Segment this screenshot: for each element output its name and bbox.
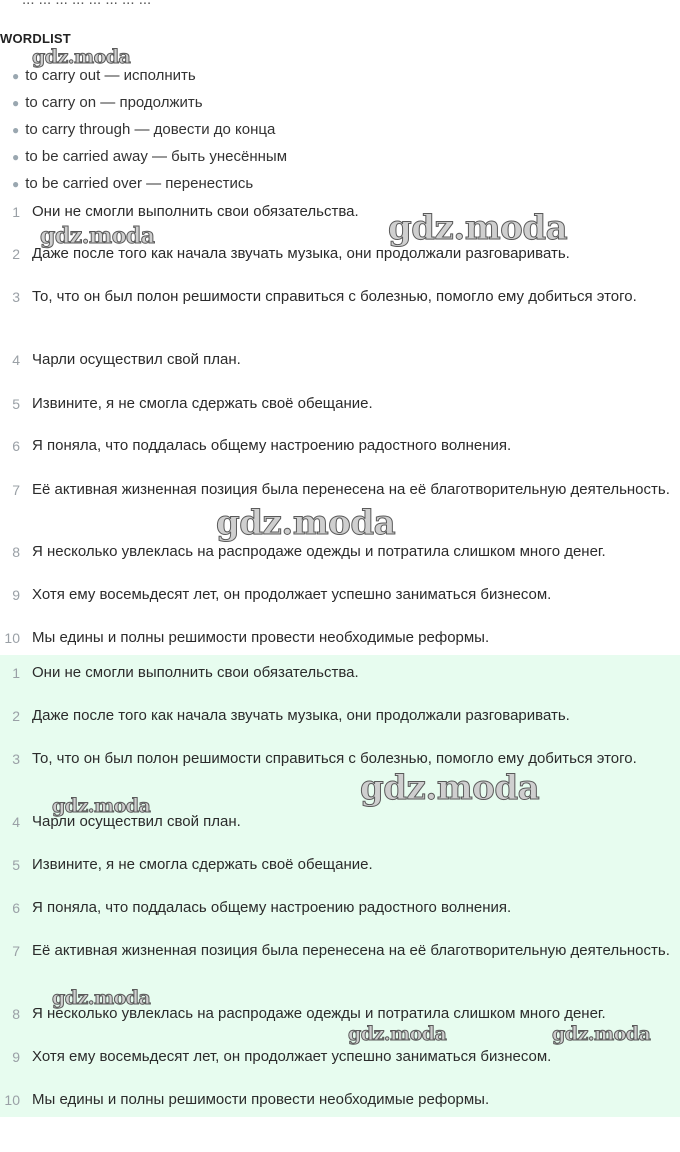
item-text: Чарли осуществил свой план. [32,813,241,830]
item-number: 10 [4,630,20,646]
bullet-icon: ● [12,177,20,191]
watermark: gdz.moda [40,223,155,249]
top-partial-text [0,0,680,5]
item-text: Я поняла, что поддалась общему настроению радостного волнения. [32,899,512,916]
item-number: 4 [12,814,20,830]
item-number: 1 [12,665,20,681]
item-number: 6 [12,438,20,454]
item-number: 8 [12,544,20,560]
wordlist-item [12,94,203,111]
wordlist-item-text: to be carried over — перенестись [25,175,254,192]
watermark: gdz.moda [360,768,540,808]
item-text: Они не смогли выполнить свои обязательства. [32,664,359,681]
item-text: Мы едины и полны решимости провести необходимые реформы. [32,629,490,646]
item-text: Её активная жизненная позиция была перенесена на её благотворительную деятельность. [32,942,670,959]
item-text: Извините, я не смогла сдержать своё обещание. [32,856,373,873]
item-number: 6 [12,900,20,916]
bullet-icon: ● [12,69,20,83]
item-number: 7 [12,482,20,498]
item-text: Чарли осуществил свой план. [32,351,241,368]
item-number: 7 [12,943,20,959]
item-number: 5 [12,396,20,412]
item-number: 4 [12,352,20,368]
item-text: Хотя ему восемьдесят лет, он продолжает успешно заниматься бизнесом. [32,1048,552,1065]
item-text: Я несколько увлеклась на распродаже одежды и потратила слишком много денег. [32,1005,606,1022]
watermark: gdz.moda [348,1023,447,1045]
item-number: 9 [12,1049,20,1065]
wordlist-item-text: to carry on — продолжить [25,94,203,111]
item-text: Извините, я не смогла сдержать своё обещание. [32,395,373,412]
item-text: Мы едины и полны решимости провести необходимые реформы. [32,1091,490,1108]
item-text: То, что он был полон решимости справиться с болезнью, помогло ему добиться этого. [32,750,637,767]
item-number: 3 [12,289,20,305]
wordlist-item [12,175,253,192]
wordlist-item-text: to be carried away — быть унесённым [25,148,288,165]
item-text: Её активная жизненная позиция была перенесена на её благотворительную деятельность. [32,481,670,498]
wordlist-item [12,67,196,84]
item-text: Даже после того как начала звучать музыка, они продолжали разговаривать. [32,707,570,724]
item-number: 1 [12,204,20,220]
wordlist-item [12,148,287,165]
watermark: gdz.moda [32,46,131,68]
item-number: 2 [12,708,20,724]
watermark: gdz.moda [216,503,396,543]
watermark: gdz.moda [552,1023,651,1045]
item-number: 2 [12,246,20,262]
wordlist-item [12,121,275,138]
item-number: 3 [12,751,20,767]
item-text: Они не смогли выполнить свои обязательства. [32,203,359,220]
watermark: gdz.moda [52,795,151,817]
wordlist-item-text: to carry out — исполнить [25,67,196,84]
item-text: То, что он был полон решимости справиться с болезнью, помогло ему добиться этого. [32,288,637,305]
bullet-icon: ● [12,96,20,110]
watermark: gdz.moda [388,208,568,248]
bullet-icon: ● [12,123,20,137]
wordlist-item-text: to carry through — довести до конца [25,121,276,138]
bullet-icon: ● [12,150,20,164]
item-number: 5 [12,857,20,873]
wordlist-title: WORDLIST [0,31,71,46]
item-text: Я поняла, что поддалась общему настроению радостного волнения. [32,437,512,454]
item-number: 10 [4,1092,20,1108]
watermark: gdz.moda [52,987,151,1009]
item-text: Даже после того как начала звучать музыка, они продолжали разговаривать. [32,245,570,262]
item-text: Я несколько увлеклась на распродаже одежды и потратила слишком много денег. [32,543,606,560]
item-number: 8 [12,1006,20,1022]
item-number: 9 [12,587,20,603]
item-text: Хотя ему восемьдесят лет, он продолжает успешно заниматься бизнесом. [32,586,552,603]
